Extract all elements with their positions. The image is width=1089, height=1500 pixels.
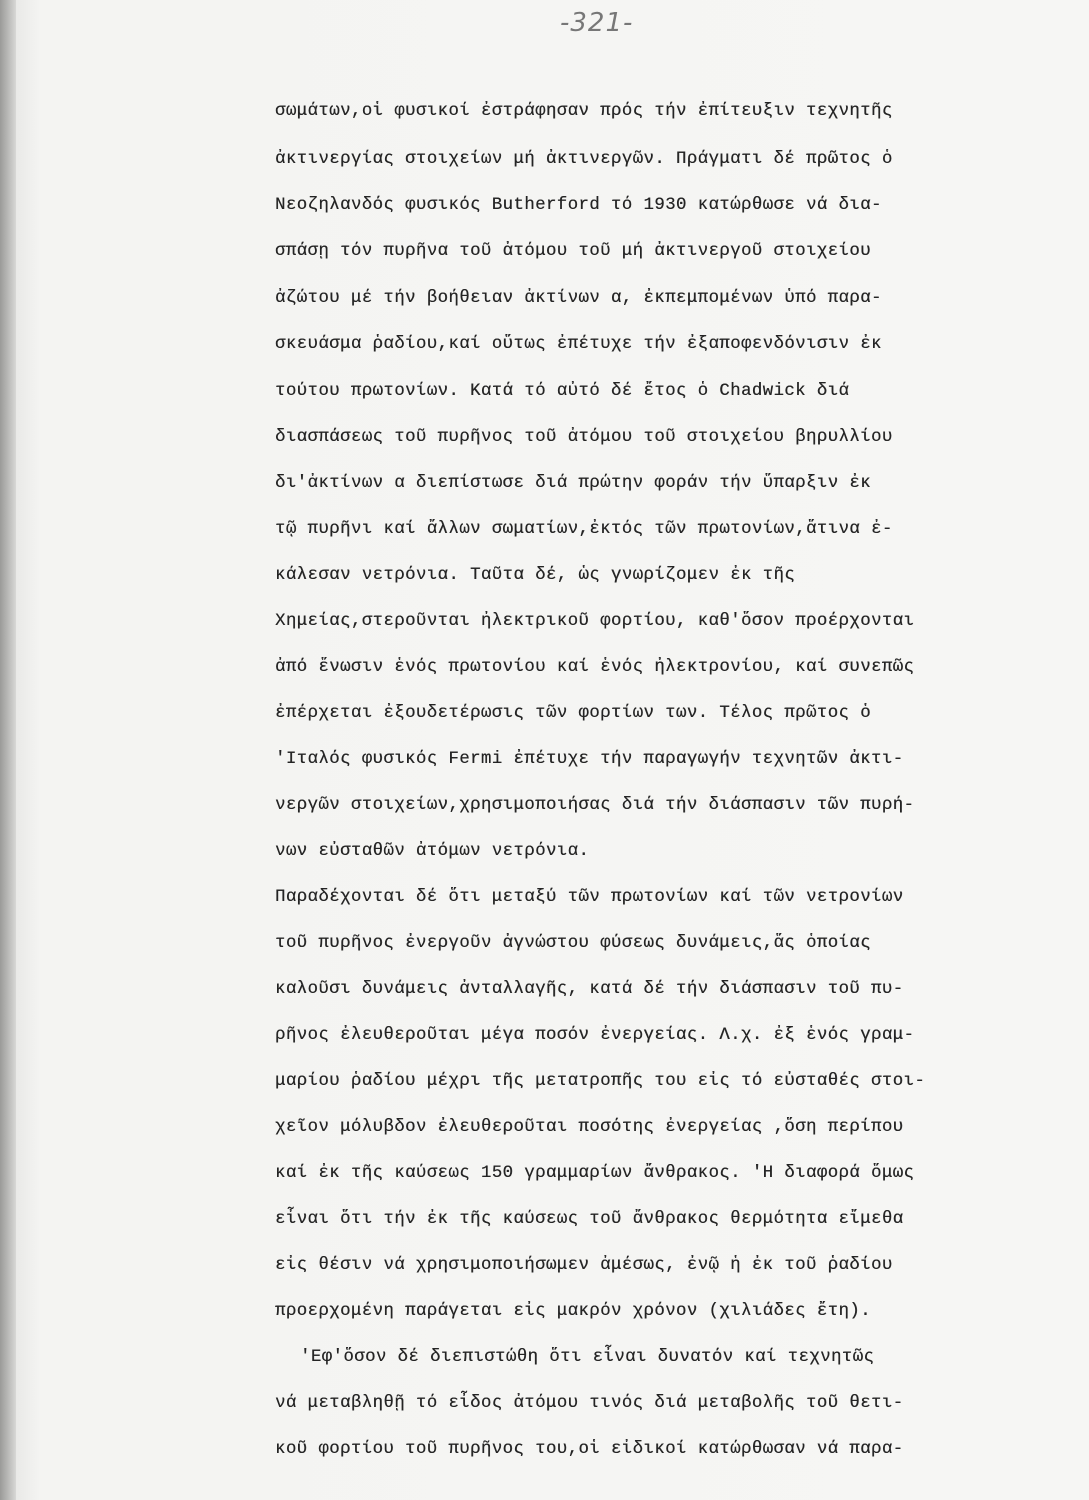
- text-line: ἀπό ἕνωσιν ἑνός πρωτονίου καί ἑνός ἠλεκτρονίου, καί συνεπῶς: [275, 658, 915, 677]
- page-number: -321-: [560, 8, 634, 38]
- text-line: νεργῶν στοιχείων,χρησιμοποιήσας διά τήν διάσπασιν τῶν πυρή-: [275, 796, 915, 815]
- text-line: σπάσῃ τόν πυρῆνα τοῦ ἀτόμου τοῦ μή ἀκτινεργοῦ στοιχείου: [275, 242, 871, 261]
- text-line: καλοῦσι δυνάμεις ἀνταλλαγῆς, κατά δέ τήν διάσπασιν τοῦ πυ-: [275, 980, 904, 999]
- text-line: διασπάσεως τοῦ πυρῆνος τοῦ ἀτόμου τοῦ στοιχείου βηρυλλίου: [275, 428, 893, 447]
- text-line: εἰς θέσιν νά χρησιμοποιήσωμεν ἀμέσως, ἐνῷ ἡ ἐκ τοῦ ῥαδίου: [275, 1256, 893, 1275]
- text-line: Χημείας,στεροῦνται ἠλεκτρικοῦ φορτίου, καθ'ὅσον προέρχονται: [275, 612, 915, 631]
- text-line: χεῖον μόλυβδον ἐλευθεροῦται ποσότης ἐνεργείας ,ὅση περίπου: [275, 1118, 904, 1137]
- text-line: τούτου πρωτονίων. Κατά τό αὐτό δέ ἔτος ὁ Chadwick διά: [275, 382, 850, 401]
- text-line: νά μεταβληθῇ τό εἶδος ἀτόμου τινός διά μεταβολῆς τοῦ θετι-: [275, 1394, 904, 1413]
- text-line: δι'ἀκτίνων α διεπίστωσε διά πρώτην φοράν τήν ὕπαρξιν ἐκ: [275, 474, 871, 493]
- text-line: προερχομένη παράγεται εἰς μακρόν χρόνον (χιλιάδες ἔτη).: [275, 1302, 871, 1321]
- text-line: καί ἐκ τῆς καύσεως 150 γραμμαρίων ἄνθρακος. 'Η διαφορά ὅμως: [275, 1164, 915, 1183]
- text-line: τῷ πυρῆνι καί ἄλλων σωματίων,ἐκτός τῶν πρωτονίων,ἅτινα ἐ-: [275, 520, 893, 539]
- text-line: ἀκτινεργίας στοιχείων μή ἀκτινεργῶν. Πράγματι δέ πρῶτος ὁ: [275, 150, 893, 169]
- text-line: κάλεσαν νετρόνια. Ταῦτα δέ, ὡς γνωρίζομεν ἐκ τῆς: [275, 566, 796, 585]
- text-line: 'Ιταλός φυσικός Fermi ἐπέτυχε τήν παραγωγήν τεχνητῶν ἀκτι-: [275, 750, 904, 769]
- text-line: Παραδέχονται δέ ὅτι μεταξύ τῶν πρωτονίων καί τῶν νετρονίων: [275, 888, 904, 907]
- text-line: Νεοζηλανδός φυσικός Butherford τό 1930 κατώρθωσε νά δια-: [275, 196, 882, 215]
- text-line: ἀζώτου μέ τήν βοήθειαν ἀκτίνων α, ἐκπεμπομένων ὑπό παρα-: [275, 289, 882, 308]
- text-line: ρῆνος ἐλευθεροῦται μέγα ποσόν ἐνεργείας. Λ.χ. ἐξ ἑνός γραμ-: [275, 1026, 915, 1045]
- text-line: νων εὐσταθῶν ἀτόμων νετρόνια.: [275, 842, 590, 861]
- text-line: ἐπέρχεται ἐξουδετέρωσις τῶν φορτίων των. Τέλος πρῶτος ὁ: [275, 704, 871, 723]
- text-line: 'Εφ'ὅσον δέ διεπιστώθη ὅτι εἶναι δυνατόν καί τεχνητῶς: [300, 1348, 875, 1367]
- text-line: τοῦ πυρῆνος ἐνεργοῦν ἀγνώστου φύσεως δυνάμεις,ἅς ὁποίας: [275, 934, 871, 953]
- text-line: σκευάσμα ῥαδίου,καί οὕτως ἐπέτυχε τήν ἐξαποφενδόνισιν ἐκ: [275, 335, 882, 354]
- text-line: σωμάτων,οἱ φυσικοί ἐστράφησαν πρός τήν ἐπίτευξιν τεχνητῆς: [275, 102, 893, 121]
- text-line: κοῦ φορτίου τοῦ πυρῆνος του,οἱ εἰδικοί κατώρθωσαν νά παρα-: [275, 1440, 904, 1459]
- text-line: εἶναι ὅτι τήν ἐκ τῆς καύσεως τοῦ ἄνθρακος θερμότητα εἴμεθα: [275, 1210, 904, 1229]
- text-line: μαρίου ῥαδίου μέχρι τῆς μετατροπῆς του εἰς τό εὐσταθές στοι-: [275, 1072, 926, 1091]
